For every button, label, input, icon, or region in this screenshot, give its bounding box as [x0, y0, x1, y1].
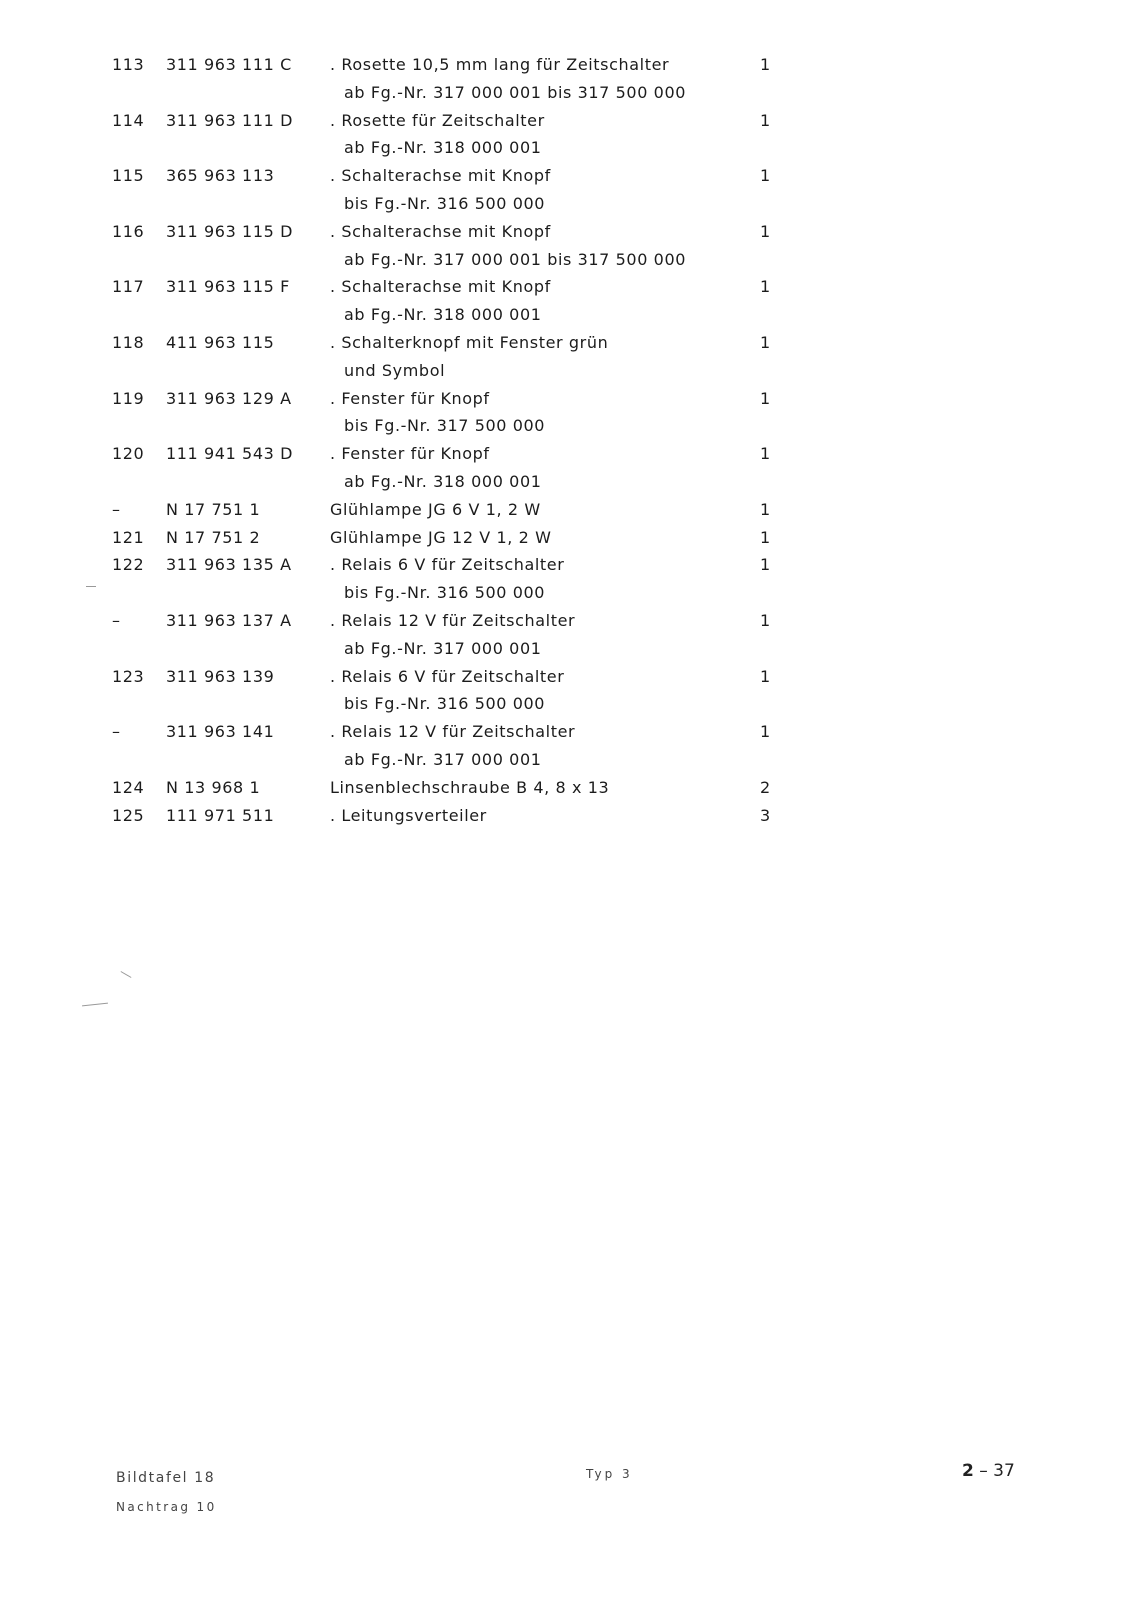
part-number: N 17 751 1 [166, 499, 261, 519]
position-number: 113 [112, 55, 145, 74]
chassis-number-range: bis Fg.-Nr. 317 500 000 [344, 416, 546, 436]
part-number: N 13 968 1 [166, 777, 261, 797]
part-description: . Relais 12 V für Zeitschalter [330, 611, 576, 630]
part-description: . Relais 6 V für Zeitschalter [330, 666, 565, 686]
page-section: 2 [962, 1461, 974, 1481]
page-dash: – [979, 1461, 988, 1481]
table-row-continuation [0, 358, 1136, 384]
part-description: Linsenblechschraube B 4, 8 x 13 [330, 777, 610, 797]
chassis-number-range: ab Fg.-Nr. 317 000 001 [344, 638, 542, 658]
position-number: 124 [112, 777, 145, 797]
table-row [0, 274, 1136, 300]
position-number: 120 [112, 444, 145, 464]
quantity: 2 [760, 777, 771, 797]
table-row-continuation [0, 302, 1136, 328]
part-number: 311 963 115 F [166, 277, 290, 297]
position-number: 122 [112, 555, 145, 575]
table-row [0, 163, 1136, 189]
table-row [0, 664, 1136, 690]
part-description: . Relais 6 V für Zeitschalter [330, 555, 565, 575]
position-number: – [112, 611, 121, 630]
position-number: 114 [112, 110, 145, 130]
part-description: . Fenster für Knopf [330, 444, 490, 464]
table-row-continuation [0, 191, 1136, 217]
part-number: 311 963 141 [166, 722, 275, 742]
position-number: 123 [112, 666, 145, 686]
table-row-continuation [0, 747, 1136, 773]
bildtafel-label: Bildtafel 18 [116, 1470, 216, 1486]
position-number: 118 [112, 333, 145, 352]
table-row-continuation [0, 247, 1136, 273]
quantity: 1 [760, 110, 771, 130]
part-number: 111 941 543 D [166, 444, 293, 464]
part-number: 311 963 111 C [166, 55, 292, 74]
part-description: . Leitungsverteiler [330, 805, 487, 825]
table-row [0, 719, 1136, 745]
chassis-number-range: bis Fg.-Nr. 316 500 000 [344, 194, 546, 213]
part-description: . Schalterknopf mit Fenster grün [330, 333, 609, 352]
position-number: 119 [112, 388, 145, 408]
part-number: 311 963 111 D [166, 110, 293, 130]
table-row [0, 330, 1136, 356]
quantity: 1 [760, 166, 771, 186]
quantity: 1 [760, 444, 771, 464]
table-row [0, 441, 1136, 467]
part-description: . Schalterachse mit Knopf [330, 277, 551, 297]
part-number: 365 963 113 [166, 166, 275, 186]
quantity: 1 [760, 388, 771, 408]
nachtrag-label: Nachtrag 10 [116, 1500, 217, 1514]
quantity: 1 [760, 55, 771, 74]
part-description: . Rosette für Zeitschalter [330, 110, 545, 130]
quantity: 1 [760, 333, 771, 352]
position-number: 117 [112, 277, 145, 297]
page-num: 37 [993, 1461, 1015, 1481]
chassis-number-range: ab Fg.-Nr. 318 000 001 [344, 305, 542, 325]
table-row-continuation [0, 413, 1136, 439]
part-description: . Schalterachse mit Knopf [330, 166, 551, 186]
part-number: 311 963 135 A [166, 555, 292, 575]
part-number: 411 963 115 [166, 333, 275, 352]
chassis-number-range: ab Fg.-Nr. 318 000 001 [344, 472, 542, 491]
part-number: 111 971 511 [166, 805, 275, 825]
table-row [0, 219, 1136, 245]
table-row [0, 552, 1136, 578]
chassis-number-range: ab Fg.-Nr. 317 000 001 [344, 750, 542, 769]
position-number: – [112, 722, 121, 742]
chassis-number-range: ab Fg.-Nr. 318 000 001 [344, 138, 542, 158]
table-row-continuation [0, 135, 1136, 161]
position-number: 116 [112, 221, 145, 241]
quantity: 1 [760, 221, 771, 241]
chassis-number-range: ab Fg.-Nr. 317 000 001 bis 317 500 000 [344, 82, 687, 102]
quantity: 1 [760, 499, 771, 519]
part-description: . Schalterachse mit Knopf [330, 221, 551, 241]
quantity: 1 [760, 555, 771, 575]
table-row-continuation [0, 691, 1136, 717]
table-row-continuation [0, 80, 1136, 106]
chassis-number-range: und Symbol [344, 360, 446, 380]
table-row-continuation [0, 636, 1136, 662]
table-row [0, 52, 1136, 78]
position-number: 121 [112, 527, 145, 547]
table-row-continuation [0, 469, 1136, 495]
part-number: 311 963 137 A [166, 611, 292, 630]
position-number: 115 [112, 166, 145, 186]
chassis-number-range: ab Fg.-Nr. 317 000 001 bis 317 500 000 [344, 249, 687, 269]
table-row [0, 525, 1136, 551]
typ-label: Typ 3 [586, 1467, 633, 1481]
quantity: 1 [760, 722, 771, 742]
table-row [0, 608, 1136, 634]
quantity: 3 [760, 805, 771, 825]
part-number: N 17 751 2 [166, 527, 261, 547]
chassis-number-range: bis Fg.-Nr. 316 500 000 [344, 694, 546, 714]
part-description: . Fenster für Knopf [330, 388, 490, 408]
part-number: 311 963 129 A [166, 388, 292, 408]
table-row [0, 108, 1136, 134]
quantity: 1 [760, 277, 771, 297]
part-description: . Rosette 10,5 mm lang für Zeitschalter [330, 55, 670, 74]
part-description: . Relais 12 V für Zeitschalter [330, 722, 576, 742]
table-row [0, 803, 1136, 829]
chassis-number-range: bis Fg.-Nr. 316 500 000 [344, 583, 546, 603]
part-number: 311 963 115 D [166, 221, 293, 241]
scan-speck [82, 1003, 108, 1007]
scan-speck [86, 586, 96, 587]
position-number: 125 [112, 805, 145, 825]
quantity: 1 [760, 611, 771, 630]
quantity: 1 [760, 527, 771, 547]
table-row [0, 497, 1136, 523]
quantity: 1 [760, 666, 771, 686]
table-row-continuation [0, 580, 1136, 606]
table-row [0, 775, 1136, 801]
position-number: – [112, 499, 121, 519]
table-row [0, 386, 1136, 412]
scan-speck [121, 971, 132, 978]
part-number: 311 963 139 [166, 666, 275, 686]
part-description: Glühlampe JG 12 V 1, 2 W [330, 527, 552, 547]
part-description: Glühlampe JG 6 V 1, 2 W [330, 499, 541, 519]
page-number [962, 1461, 1015, 1481]
